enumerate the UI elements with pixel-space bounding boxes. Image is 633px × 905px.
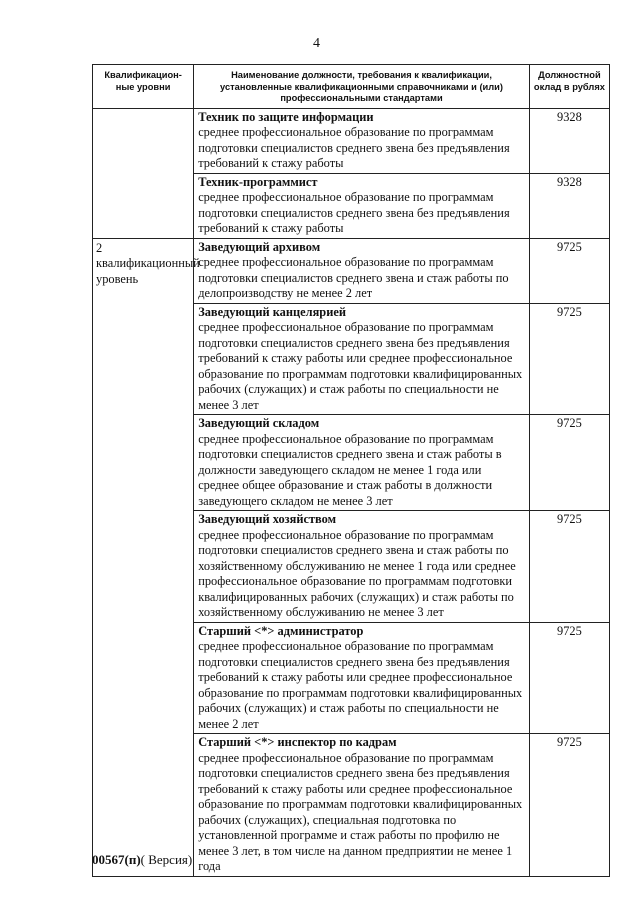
page-number: 4 xyxy=(313,36,320,51)
position-requirements: среднее профессиональное образование по программам подготовки специалистов среднего звена и стаж работы в должности заведующего складом не менее 1 года или среднее общее образование и стаж работы в должности заведующего складом не менее 3 лет xyxy=(198,431,502,508)
header-description: Наименование должности, требования к квалификации, установленные квалификационными справочниками и (или) профессиональными стандартами xyxy=(194,65,530,109)
position-title: Старший <*> администратор xyxy=(198,623,364,638)
position-title: Заведующий архивом xyxy=(198,239,321,254)
position-requirements: среднее профессиональное образование по программам подготовки специалистов среднего звена и стаж работы по делопроизводству не менее 2 лет xyxy=(198,255,509,300)
document-id: 00567(п) xyxy=(92,852,141,867)
salary-value: 9328 xyxy=(529,173,609,238)
level-cell: 2 квалификационный уровень xyxy=(93,238,194,876)
position-title: Заведующий канцелярией xyxy=(198,304,346,319)
table-header-row xyxy=(93,65,610,109)
position-cell xyxy=(194,108,530,173)
level-cell xyxy=(93,108,194,238)
position-requirements: среднее профессиональное образование по программам подготовки специалистов среднего звена без предъявления требований к стажу работы xyxy=(198,190,510,235)
position-requirements: среднее профессиональное образование по программам подготовки специалистов среднего звена и стаж работы по хозяйственному обслуживанию не менее 1 года или среднее профессиональное образование по программам подготовки квалифицированных рабочих (служащих) и стаж работы по хозяйственному обслуживанию не менее 3 лет xyxy=(198,527,516,619)
position-requirements: среднее профессиональное образование по программам подготовки специалистов среднего звена без предъявления требований к стажу работы xyxy=(198,125,510,170)
position-cell xyxy=(194,511,530,623)
salary-value: 9725 xyxy=(529,303,609,415)
salary-value: 9328 xyxy=(529,108,609,173)
salary-table xyxy=(92,64,610,877)
position-cell xyxy=(194,734,530,877)
position-title: Старший <*> инспектор по кадрам xyxy=(198,735,397,749)
position-cell xyxy=(194,238,530,303)
position-cell xyxy=(194,303,530,415)
salary-value: 9725 xyxy=(529,238,609,303)
header-salary: Должностной оклад в рублях xyxy=(529,65,609,109)
position-requirements: среднее профессиональное образование по программам подготовки специалистов среднего звена без предъявления требований к стажу работы или среднее профессиональное образование по программам подготовки квалифицированных рабочих (служащих) и стаж работы по специальности не менее 3 лет xyxy=(198,320,523,412)
position-title: Техник по защите информации xyxy=(198,109,374,124)
salary-value: 9725 xyxy=(529,415,609,511)
position-cell xyxy=(194,622,530,734)
position-title: Техник-программист xyxy=(198,174,318,189)
position-title: Заведующий складом xyxy=(198,416,320,430)
salary-value: 9725 xyxy=(529,622,609,734)
position-cell xyxy=(194,173,530,238)
position-title: Заведующий хозяйством xyxy=(198,512,337,526)
position-requirements: среднее профессиональное образование по программам подготовки специалистов среднего звена без предъявления требований к стажу работы или среднее профессиональное образование по программам подготовки квалифицированных рабочих (служащих), специальная подготовка по установленной программе и стаж работы по профилю не менее 3 лет, в том числе на данном предприятии не менее 1 года xyxy=(198,750,523,873)
position-requirements: среднее профессиональное образование по программам подготовки специалистов среднего звена без предъявления требований к стажу работы или среднее профессиональное образование по программам подготовки квалифицированных рабочих (служащих) и стаж работы по специальности не менее 2 лет xyxy=(198,639,523,731)
table-row xyxy=(93,238,610,303)
table-row xyxy=(93,108,610,173)
header-level: Квалификацион-ные уровни xyxy=(93,65,194,109)
document-code xyxy=(92,852,192,868)
salary-value: 9725 xyxy=(529,511,609,623)
document-version: ( Версия) xyxy=(140,852,193,867)
position-cell xyxy=(194,415,530,511)
salary-value: 9725 xyxy=(529,734,609,877)
